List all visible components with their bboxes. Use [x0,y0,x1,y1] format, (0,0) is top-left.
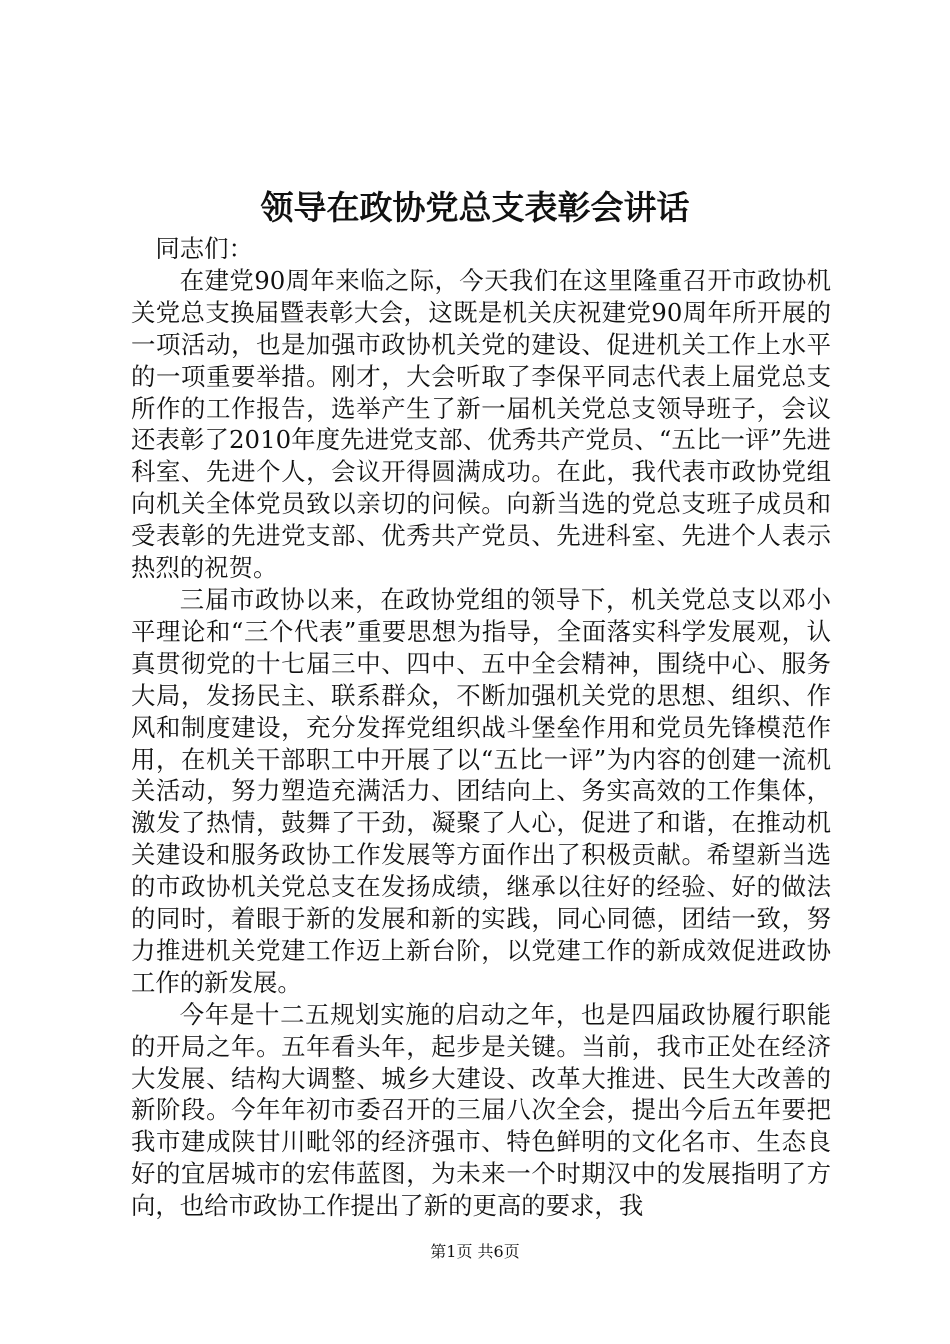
paragraph-3: 今年是十二五规划实施的启动之年，也是四届政协履行职能的开局之年。五年看头年，起步是关键。当前，我市正处在经济大发展、结构大调整、城乡大建设、改革大推进、民生大改善的新阶段。今年年初市委召开的三届八次全会，提出今后五年要把我市建成陕甘川毗邻的经济强市、特色鲜明的文化名市、生态良好的宜居城市的宏伟蓝图，为未来一个时期汉中的发展指明了方向，也给市政协工作提出了新的更高的要求，我 [131,999,831,1221]
document-body [131,233,831,1222]
page-footer: 第1页 共6页 [430,1242,520,1261]
paragraph-2: 三届市政协以来，在政协党组的领导下，机关党总支以邓小平理论和“三个代表”重要思想为指导，全面落实科学发展观，认真贯彻党的十七届三中、四中、五中全会精神，围绕中心、服务大局，发扬民主、联系群众，不断加强机关党的思想、组织、作风和制度建设，充分发挥党组织战斗堡垒作用和党员先锋模范作用，在机关干部职工中开展了以“五比一评”为内容的创建一流机关活动，努力塑造充满活力、团结向上、务实高效的工作集体，激发了热情，鼓舞了干劲，凝聚了人心，促进了和谐，在推动机关建设和服务政协工作发展等方面作出了积极贡献。希望新当选的市政协机关党总支在发扬成绩，继承以往好的经验、好的做法的同时，着眼于新的发展和新的实践，同心同德，团结一致，努力推进机关党建工作迈上新台阶，以党建工作的新成效促进政协工作的新发展。 [131,584,831,997]
paragraph-1: 在建党90周年来临之际，今天我们在这里隆重召开市政协机关党总支换届暨表彰大会，这既是机关庆祝建党90周年所开展的一项活动，也是加强市政协机关党的建设、促进机关工作上水平的一项重要举措。刚才，大会听取了李保平同志代表上届党总支所作的工作报告，选举产生了新一届机关党总支领导班子，会议还表彰了2010年度先进党支部、优秀共产党员、“五比一评”先进科室、先进个人，会议开得圆满成功。在此，我代表市政协党组向机关全体党员致以亲切的问候。向新当选的党总支班子成员和受表彰的先进党支部、优秀共产党员、先进科室、先进个人表示热烈的祝贺。 [131,265,831,583]
document-title: 领导在政协党总支表彰会讲话 [260,188,690,227]
salutation: 同志们： [155,234,253,263]
